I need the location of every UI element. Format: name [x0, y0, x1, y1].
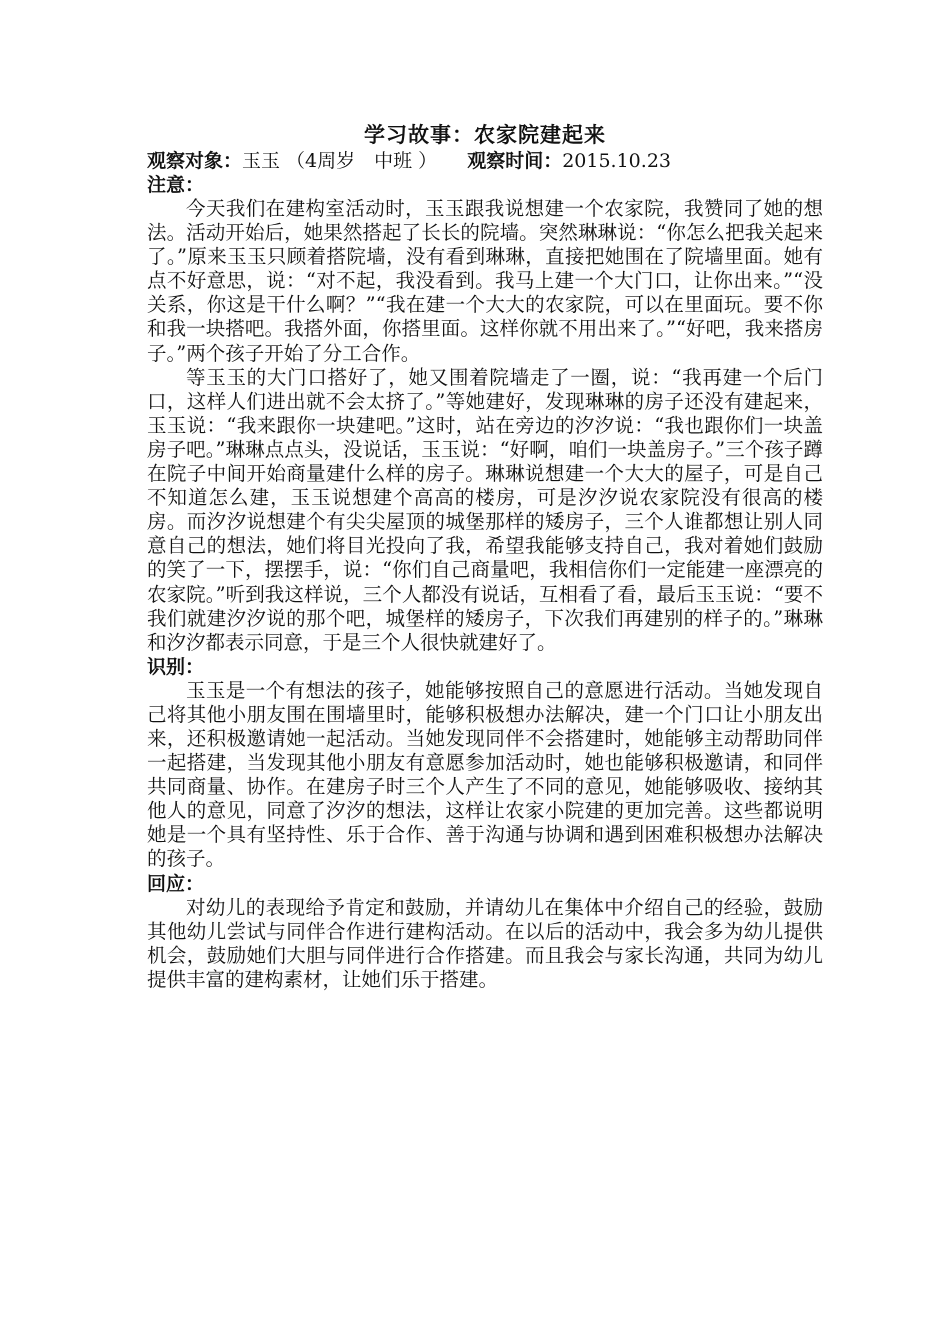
subject-label: 观察对象：	[147, 150, 243, 172]
notice-paragraph-1: 今天我们在建构室活动时，玉玉跟我说想建一个农家院，我赞同了她的想法。活动开始后，她果然搭起了长长的院墙。突然琳琳说：“你怎么把我关起来了。”原来玉玉只顾着搭院墙，没有看到琳琳，直接把她围在了院墙里面。她有点不好意思，说：“对不起，我没看到。我马上建一个大门口，让你出来。”“没关系，你这是干什么啊？”“我在建一个大大的农家院，可以在里面玩。要不你和我一块搭吧。我搭外面，你搭里面。这样你就不用出来了。”“好吧，我来搭房子。”两个孩子开始了分工合作。	[147, 197, 823, 365]
document-body	[147, 121, 823, 992]
section-heading-recognize: 识别：	[147, 655, 205, 678]
section-heading-notice: 注意：	[147, 174, 205, 196]
time-value: 2015.10.23	[562, 150, 671, 172]
time-label: 观察时间：	[467, 150, 563, 172]
recognize-paragraph: 玉玉是一个有想法的孩子，她能够按照自己的意愿进行活动。当她发现自己将其他小朋友围在围墙里时，能够积极想办法解决，建一个门口让小朋友出来，还积极邀请她一起活动。当她发现同伴不会搭建时，她能够主动帮助同伴一起搭建，当发现其他小朋友有意愿参加活动时，她也能够积极邀请，和同伴共同商量、协作。在建房子时三个人产生了不同的意见，她能够吸收、接纳其他人的意见，同意了汐汐的想法，这样让农家小院建的更加完善。这些都说明她是一个具有坚持性、乐于合作、善于沟通与协调和遇到困难积极想办法解决的孩子。	[147, 678, 823, 871]
section-notice	[147, 173, 823, 655]
respond-paragraph: 对幼儿的表现给予肯定和鼓励，并请幼儿在集体中介绍自己的经验，鼓励其他幼儿尝试与同伴合作进行建构活动。在以后的活动中，我会多为幼儿提供机会，鼓励她们大胆与同伴进行合作搭建。而且我会与家长沟通，共同为幼儿提供丰富的建构素材，让她们乐于搭建。	[147, 895, 823, 991]
subject-value: 玉玉 （4周岁 中班 ）	[242, 150, 438, 172]
observation-meta	[147, 149, 823, 173]
notice-paragraph-2: 等玉玉的大门口搭好了，她又围着院墙走了一圈，说：“我再建一个后门口，这样人们进出就不会太挤了。”等她建好，发现琳琳的房子还没有建起来，玉玉说：“我来跟你一块建吧。”这时，站在旁边的汐汐说：“我也跟你们一块盖房子吧。”琳琳点点头，没说话，玉玉说：“好啊，咱们一块盖房子。”三个孩子蹲在院子中间开始商量建什么样的房子。琳琳说想建一个大大的屋子，可是自己不知道怎么建，玉玉说想建个高高的楼房，可是汐汐说农家院没有很高的楼房。而汐汐说想建个有尖尖屋顶的城堡那样的矮房子，三个人谁都想让别人同意自己的想法，她们将目光投向了我，希望我能够支持自己，我对着她们鼓励的笑了一下，摆摆手，说：“你们自己商量吧，我相信你们一定能建一座漂亮的农家院。”听到我这样说，三个人都没有说话，互相看了看，最后玉玉说：“要不我们就建汐汐说的那个吧，城堡样的矮房子，下次我们再建别的样子的。”琳琳和汐汐都表示同意，于是三个人很快就建好了。	[147, 365, 823, 654]
section-respond	[147, 872, 823, 992]
section-heading-respond: 回应：	[147, 872, 205, 895]
document-title: 学习故事：农家院建起来	[364, 123, 606, 147]
section-recognize	[147, 655, 823, 872]
